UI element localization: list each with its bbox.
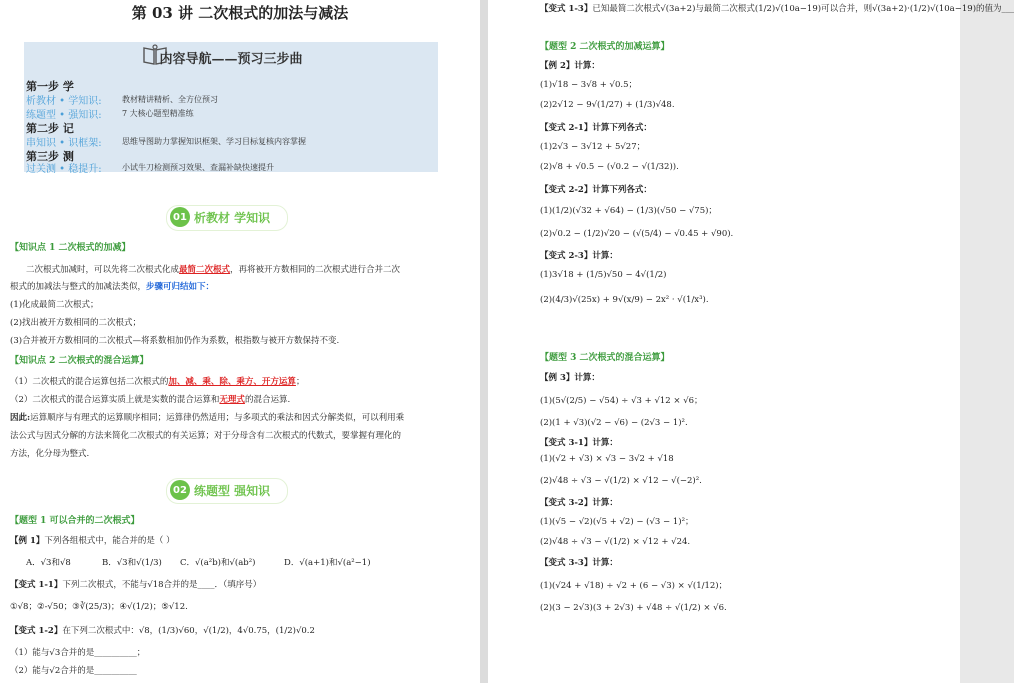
kp2-line3: 因此:运算顺序与有理式的运算顺序相同；运算律仍然适用；与多项式的乘法和因式分解类似，可以利用乘 bbox=[10, 413, 405, 423]
question-type-2-title: 【题型 2 二次根式的加减运算】 bbox=[540, 42, 670, 52]
example-1-option-b: B．√3和√(1/3) bbox=[102, 558, 162, 568]
example-1-option-a: A．√3和√8 bbox=[26, 558, 71, 568]
question-type-1-title: 【题型 1 可以合并的二次根式】 bbox=[10, 516, 140, 526]
question-type-3-title: 【题型 3 二次根式的混合运算】 bbox=[540, 353, 670, 363]
variant-3-3-label: 【变式 3-3】计算： bbox=[540, 558, 618, 568]
example-1-question: 【例 1】下列各组根式中，能合并的是（ ） bbox=[10, 536, 175, 546]
variant-2-1-item2: (2)√8 + √0.5 − (√0.2 − √(1/32)). bbox=[540, 162, 679, 172]
content-navigation-box bbox=[24, 42, 438, 175]
desc3: 小试牛刀检测预习效果、查漏补缺快速提升 bbox=[122, 163, 274, 172]
kp1-step3: (3)合并被开方数相同的二次根式—将系数相加仍作为系数，根指数与被开方数保持不变. bbox=[10, 336, 340, 346]
banner-number: 01 bbox=[170, 207, 190, 227]
example-1-option-c: C．√(a²b)和√(ab²) bbox=[180, 558, 256, 568]
variant-2-1-label: 【变式 2-1】计算下列各式： bbox=[540, 123, 652, 133]
knowledge-point-1-title: 【知识点 1 二次根式的加减】 bbox=[10, 243, 131, 253]
example-2-label: 【例 2】计算： bbox=[540, 61, 600, 71]
step3: 第三步 测 bbox=[26, 150, 74, 163]
page-divider bbox=[480, 0, 488, 683]
example-2-item2: (2)2√12 − 9√(1/27) + (1/3)√48. bbox=[540, 100, 675, 110]
tag1a: 析教材 • 学知识: bbox=[26, 96, 102, 107]
example-3-item2: (2)(1 + √3)(√2 − √6) − (2√3 − 1)². bbox=[540, 418, 688, 428]
right-page bbox=[488, 0, 1014, 683]
tag1b: 练题型 • 强知识: bbox=[26, 110, 102, 121]
variant-3-3-item1: (1)(√24 + √18) ÷ √2 + (6 − √3) × √(1/12)； bbox=[540, 581, 728, 591]
variant-3-1-label: 【变式 3-1】计算： bbox=[540, 438, 618, 448]
variant-2-3-item1: (1)3√18 + (1/5)√50 − 4√(1/2) bbox=[540, 270, 667, 280]
left-page bbox=[0, 0, 480, 683]
variant-3-3-item2: (2)(3 − 2√3)(3 + 2√3) + √48 ÷ √(1/2) × √6. bbox=[540, 603, 727, 613]
kp2-line1: （1）二次根式的混合运算包括二次根式的加、减、乘、除、乘方、开方运算； bbox=[10, 377, 305, 387]
variant-3-2-item2: (2)√48 ÷ √3 − √(1/2) × √12 + √24. bbox=[540, 537, 691, 547]
example-2-item1: (1)√18 − 3√8 + √0.5； bbox=[540, 80, 637, 90]
example-1-option-d: D．√(a+1)和√(a²−1) bbox=[284, 558, 371, 568]
example-3-label: 【例 3】计算： bbox=[540, 373, 600, 383]
variant-1-1-question: 【变式 1-1】下列二次根式，不能与√18合并的是____．（填序号） bbox=[10, 580, 262, 590]
variant-1-3-question: 【变式 1-3】已知最简二次根式√(3a+2)与最简二次根式(1/2)√(10a−19)可以合并，则√(3a+2)·(1/2)√(10a−19)的值为___ bbox=[540, 4, 1014, 14]
lesson-title: 第 03 讲 二次根式的加法与减法 bbox=[131, 4, 349, 22]
step1: 第一步 学 bbox=[26, 80, 74, 93]
knowledge-point-2-title: 【知识点 2 二次根式的混合运算】 bbox=[10, 356, 149, 366]
example-3-item1: (1)(5√(2/5) − √54) ÷ √3 + √12 × √6； bbox=[540, 396, 703, 406]
variant-3-2-item1: (1)(√5 − √2)(√5 + √2) − (√3 − 1)²； bbox=[540, 517, 694, 527]
banner-text: 练题型 强知识 bbox=[194, 483, 271, 498]
variant-1-2-question: 【变式 1-2】在下列二次根式中：√8，(1/3)√60，√(1/2)，4√0.75，(1/2)√0.2 bbox=[10, 626, 315, 636]
variant-1-2-part2: （2）能与√2合并的是__________ bbox=[10, 666, 137, 676]
nav-title: 内容导航——预习三步曲 bbox=[159, 52, 303, 67]
desc1a: 教材精讲精析、全方位预习 bbox=[122, 95, 218, 104]
variant-3-2-label: 【变式 3-2】计算： bbox=[540, 498, 618, 508]
kp1-step1: (1)化成最简二次根式； bbox=[10, 300, 99, 310]
kp1-step2: (2)找出被开方数相同的二次根式； bbox=[10, 318, 142, 328]
kp1-paragraph-line2: 根式的加减法与整式的加减法类似，步骤可归结如下： bbox=[10, 282, 215, 292]
variant-2-1-item1: (1)2√3 − 3√12 + 5√27； bbox=[540, 142, 646, 152]
kp2-line2: （2）二次根式的混合运算实质上就是实数的混合运算和无理式的混合运算. bbox=[10, 395, 291, 405]
desc2: 思维导图助力掌握知识框架、学习目标复核内容掌握 bbox=[122, 137, 306, 146]
step2: 第二步 记 bbox=[26, 122, 74, 135]
kp2-line4: 法公式与因式分解的方法来简化二次根式的有关运算；对于分母含有二次根式的代数式，要掌握有理化的 bbox=[10, 431, 402, 441]
tag2: 串知识 • 识框架: bbox=[26, 138, 102, 149]
variant-2-3-label: 【变式 2-3】计算： bbox=[540, 251, 618, 261]
variant-2-2-item2: (2)√0.2 − (1/2)√20 − (√(5/4) − √0.45 + √90). bbox=[540, 229, 734, 239]
kp2-line5: 方法，化分母为整式. bbox=[10, 449, 90, 459]
section-banner-01 bbox=[170, 207, 270, 227]
variant-2-2-item1: (1)(1/2)(√32 + √64) − (1/3)(√50 − √75)； bbox=[540, 206, 717, 216]
banner-text: 析教材 学知识 bbox=[194, 210, 271, 225]
desc1b: 7 大核心题型精准练 bbox=[122, 109, 194, 118]
variant-2-3-item2: (2)(4/3)√(25x) + 9√(x/9) − 2x² · √(1/x³). bbox=[540, 295, 709, 305]
variant-1-2-part1: （1）能与√3合并的是__________； bbox=[10, 648, 146, 658]
variant-3-1-item2: (2)√48 ÷ √3 − √(1/2) × √12 − √(−2)². bbox=[540, 476, 702, 486]
variant-2-2-label: 【变式 2-2】计算下列各式： bbox=[540, 185, 652, 195]
section-banner-02 bbox=[170, 480, 270, 500]
tag3: 过关测 • 稳提升: bbox=[26, 164, 102, 175]
banner-number: 02 bbox=[170, 480, 190, 500]
kp1-paragraph-line1: 二次根式加减时，可以先将二次根式化成最简二次根式，再将被开方数相同的二次根式进行合并二次 bbox=[26, 265, 401, 275]
variant-1-1-options: ①√8；②-√50；③∛(25/3)；④√(1/2)；⑤√12. bbox=[10, 602, 188, 612]
variant-3-1-item1: (1)(√2 + √3) × √3 − 3√2 + √18 bbox=[540, 454, 674, 464]
